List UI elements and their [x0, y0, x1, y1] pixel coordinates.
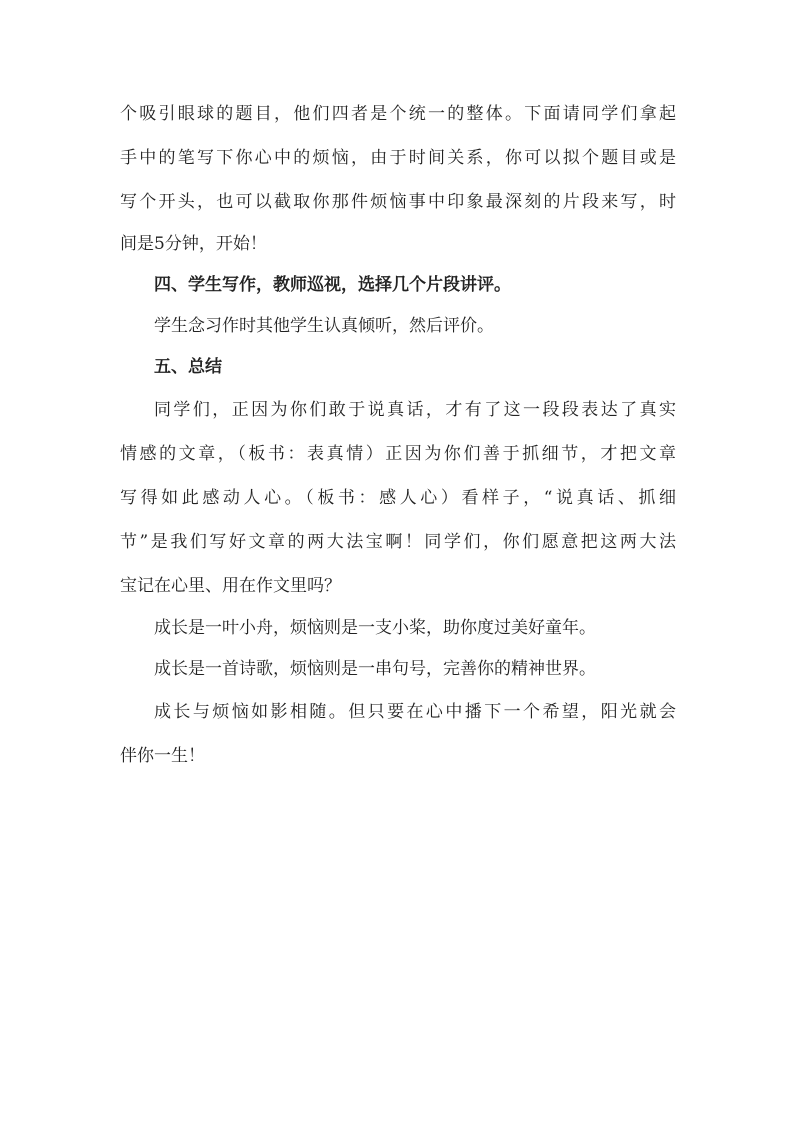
paragraph	[120, 649, 676, 690]
text-line: 写个开头，也可以截取你那件烦恼事中印象最深刻的片段来写，时	[120, 192, 676, 212]
text-line: 成长与烦恼如影相随。但只要在心中播下一个希望，阳光就会	[154, 702, 676, 722]
paragraph	[120, 388, 676, 608]
text-line: 宝记在心里、用在作文里吗？	[120, 576, 341, 596]
paragraph	[120, 608, 676, 649]
text-line: 伴你一生！	[120, 746, 205, 766]
heading-text: 五、总结	[154, 357, 222, 377]
text-line: 间是5分钟，开始！	[120, 234, 267, 254]
text-line: 同学们，正因为你们敢于说真话，才有了这一段段表达了真实	[154, 400, 676, 420]
document-body	[120, 92, 676, 778]
text-line: 学生念习作时其他学生认真倾听，然后评价。	[154, 316, 494, 336]
heading-text: 四、学生写作，教师巡视，选择几个片段讲评。	[154, 275, 511, 295]
text-line: 成长是一叶小舟，烦恼则是一支小桨，助你度过美好童年。	[154, 618, 596, 638]
section-heading	[120, 347, 676, 388]
text-line: 手中的笔写下你心中的烦恼，由于时间关系，你可以拟个题目或是	[120, 148, 676, 168]
section-heading	[120, 265, 676, 306]
text-line: 成长是一首诗歌，烦恼则是一串句号，完善你的精神世界。	[154, 659, 596, 679]
paragraph	[120, 306, 676, 347]
text-line: 情感的文章，（板书：表真情）正因为你们善于抓细节，才把文章	[120, 444, 676, 464]
paragraph	[120, 690, 676, 778]
paragraph	[120, 92, 676, 265]
text-line: 写得如此感动人心。（板书：感人心）看样子，“说真话、抓细	[120, 488, 676, 508]
text-line: 个吸引眼球的题目，他们四者是个统一的整体。下面请同学们拿起	[120, 104, 676, 124]
text-line: 节”是我们写好文章的两大法宝啊！同学们，你们愿意把这两大法	[120, 532, 676, 552]
